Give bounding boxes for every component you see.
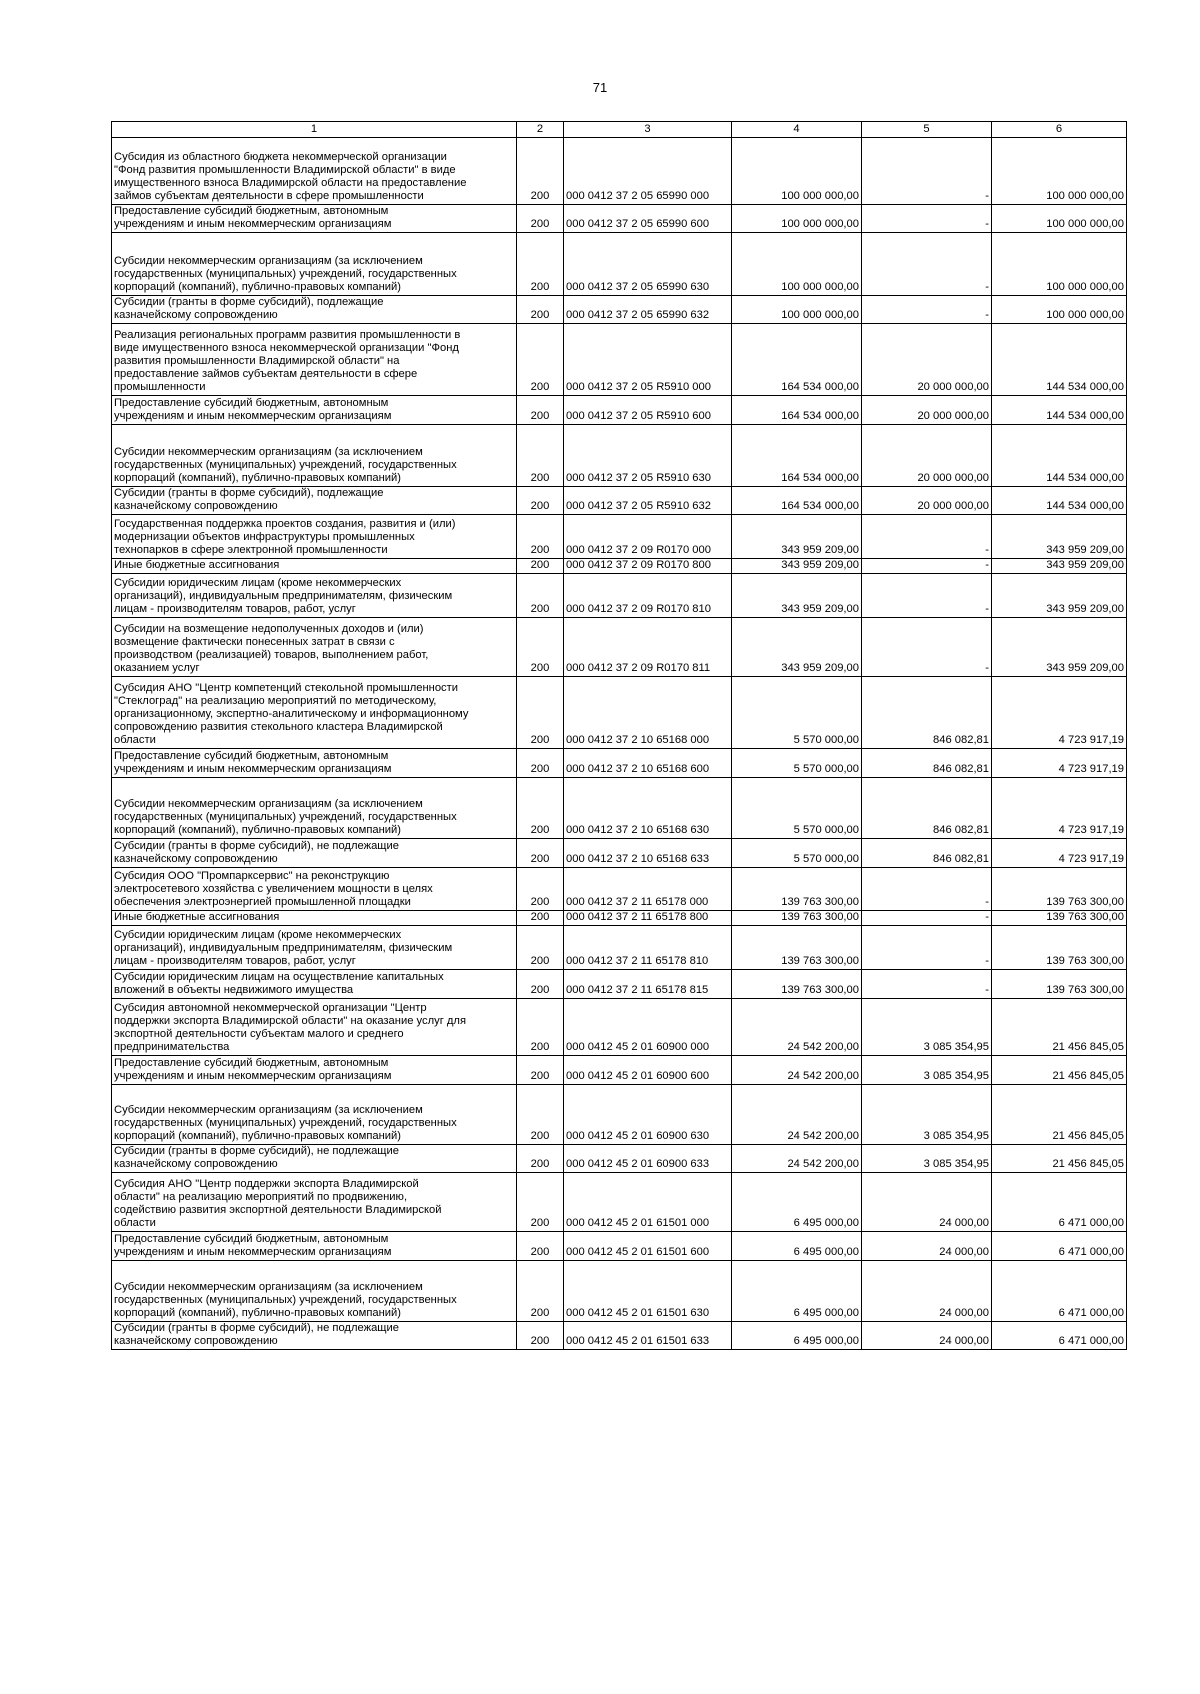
- row-description: Государственная поддержка проектов создания, развития и (или) модернизации объектов инфраструктуры промышленных технопарков в сфере электронной промышленности: [112, 515, 517, 559]
- row-classification-code: 000 0412 37 2 10 65168 633: [564, 839, 732, 868]
- row-value-col5: 24 000,00: [862, 1232, 992, 1261]
- row-value-col5: 3 085 354,95: [862, 1085, 992, 1145]
- row-description: Субсидия ООО "Промпарксервис" на реконструкцию электросетевого хозяйства с увеличением мощности в целях обеспечения электроэнергией промышленной площадки: [112, 868, 517, 911]
- row-value-col5: 24 000,00: [862, 1322, 992, 1350]
- table-row: [112, 324, 1127, 396]
- row-description: Субсидии некоммерческим организациям (за исключением государственных (муниципальных) учреждений, государственных корпораций (компаний), публично-правовых компаний): [112, 1261, 517, 1322]
- row-value-col5: 3 085 354,95: [862, 1056, 992, 1085]
- table-row: [112, 970, 1127, 999]
- row-value-col6: 343 959 209,00: [992, 574, 1127, 618]
- row-code: 200: [517, 233, 564, 296]
- row-value-col5: 846 082,81: [862, 778, 992, 839]
- row-value-col4: 24 542 200,00: [732, 1145, 862, 1173]
- row-value-col6: 21 456 845,05: [992, 999, 1127, 1056]
- table-row: [112, 425, 1127, 487]
- row-classification-code: 000 0412 45 2 01 60900 630: [564, 1085, 732, 1145]
- row-code: 200: [517, 1232, 564, 1261]
- table-row: [112, 138, 1127, 205]
- row-value-col6: 139 763 300,00: [992, 926, 1127, 970]
- row-classification-code: 000 0412 37 2 10 65168 000: [564, 677, 732, 749]
- row-value-col5: 20 000 000,00: [862, 324, 992, 396]
- row-value-col5: 3 085 354,95: [862, 1145, 992, 1173]
- row-value-col5: -: [862, 233, 992, 296]
- row-value-col5: 846 082,81: [862, 839, 992, 868]
- row-value-col4: 100 000 000,00: [732, 233, 862, 296]
- row-description: Иные бюджетные ассигнования: [112, 911, 517, 926]
- row-description: Субсидии (гранты в форме субсидий), подлежащие казначейскому сопровождению: [112, 296, 517, 324]
- row-value-col4: 100 000 000,00: [732, 138, 862, 205]
- row-code: 200: [517, 515, 564, 559]
- row-value-col4: 164 534 000,00: [732, 487, 862, 515]
- row-code: 200: [517, 324, 564, 396]
- row-value-col6: 6 471 000,00: [992, 1232, 1127, 1261]
- row-code: 200: [517, 926, 564, 970]
- row-value-col6: 144 534 000,00: [992, 396, 1127, 425]
- row-value-col5: -: [862, 970, 992, 999]
- table-row: [112, 396, 1127, 425]
- table-row: [112, 926, 1127, 970]
- row-value-col6: 4 723 917,19: [992, 778, 1127, 839]
- row-value-col4: 6 495 000,00: [732, 1173, 862, 1232]
- row-classification-code: 000 0412 45 2 01 61501 000: [564, 1173, 732, 1232]
- row-classification-code: 000 0412 37 2 09 R0170 800: [564, 559, 732, 574]
- row-code: 200: [517, 970, 564, 999]
- row-code: 200: [517, 868, 564, 911]
- row-value-col4: 139 763 300,00: [732, 911, 862, 926]
- row-value-col4: 100 000 000,00: [732, 205, 862, 233]
- row-description: Субсидия АНО "Центр поддержки экспорта Владимирской области" на реализацию мероприятий по продвижению, содействию развития экспортной деятельности Владимирской области: [112, 1173, 517, 1232]
- row-value-col5: 846 082,81: [862, 749, 992, 778]
- column-header: 1: [112, 122, 517, 138]
- table-row: [112, 778, 1127, 839]
- column-header: 2: [517, 122, 564, 138]
- row-classification-code: 000 0412 37 2 05 65990 600: [564, 205, 732, 233]
- row-classification-code: 000 0412 37 2 05 R5910 630: [564, 425, 732, 487]
- row-value-col6: 144 534 000,00: [992, 487, 1127, 515]
- row-value-col5: -: [862, 138, 992, 205]
- row-classification-code: 000 0412 45 2 01 60900 633: [564, 1145, 732, 1173]
- row-code: 200: [517, 677, 564, 749]
- row-description: Субсидии юридическим лицам (кроме некоммерческих организаций), индивидуальным предпринимателям, физическим лицам - производителям товаров, работ, услуг: [112, 574, 517, 618]
- row-description: Реализация региональных программ развития промышленности в виде имущественного взноса некоммерческой организации "Фонд развития промышленности Владимирской области" на предоставление займов субъектам деятельности в сфере промышленности: [112, 324, 517, 396]
- row-classification-code: 000 0412 37 2 05 R5910 632: [564, 487, 732, 515]
- table-body: [112, 138, 1127, 1350]
- budget-table: [111, 121, 1127, 1350]
- row-value-col6: 6 471 000,00: [992, 1173, 1127, 1232]
- row-code: 200: [517, 138, 564, 205]
- row-description: Субсидии (гранты в форме субсидий), не подлежащие казначейскому сопровождению: [112, 839, 517, 868]
- column-header: 3: [564, 122, 732, 138]
- row-value-col4: 100 000 000,00: [732, 296, 862, 324]
- column-header: 5: [862, 122, 992, 138]
- row-classification-code: 000 0412 37 2 09 R0170 000: [564, 515, 732, 559]
- row-value-col6: 4 723 917,19: [992, 749, 1127, 778]
- row-value-col4: 6 495 000,00: [732, 1232, 862, 1261]
- row-value-col4: 24 542 200,00: [732, 1085, 862, 1145]
- row-value-col6: 100 000 000,00: [992, 138, 1127, 205]
- row-code: 200: [517, 205, 564, 233]
- row-value-col5: -: [862, 911, 992, 926]
- row-classification-code: 000 0412 45 2 01 61501 633: [564, 1322, 732, 1350]
- row-classification-code: 000 0412 45 2 01 60900 000: [564, 999, 732, 1056]
- row-code: 200: [517, 1145, 564, 1173]
- row-value-col6: 6 471 000,00: [992, 1261, 1127, 1322]
- row-value-col4: 139 763 300,00: [732, 868, 862, 911]
- column-header: 4: [732, 122, 862, 138]
- row-value-col4: 5 570 000,00: [732, 677, 862, 749]
- table-row: [112, 574, 1127, 618]
- row-value-col4: 343 959 209,00: [732, 618, 862, 677]
- row-value-col4: 343 959 209,00: [732, 515, 862, 559]
- row-code: 200: [517, 425, 564, 487]
- row-value-col6: 139 763 300,00: [992, 868, 1127, 911]
- row-classification-code: 000 0412 37 2 09 R0170 811: [564, 618, 732, 677]
- row-classification-code: 000 0412 37 2 09 R0170 810: [564, 574, 732, 618]
- row-value-col4: 164 534 000,00: [732, 324, 862, 396]
- row-description: Субсидии юридическим лицам на осуществление капитальных вложений в объекты недвижимого имущества: [112, 970, 517, 999]
- row-value-col4: 5 570 000,00: [732, 778, 862, 839]
- row-description: Субсидии на возмещение недополученных доходов и (или) возмещение фактически понесенных затрат в связи с производством (реализацией) товаров, выполнением работ, оказанием услуг: [112, 618, 517, 677]
- row-value-col4: 24 542 200,00: [732, 1056, 862, 1085]
- row-value-col5: -: [862, 618, 992, 677]
- table-row: [112, 1232, 1127, 1261]
- row-value-col6: 144 534 000,00: [992, 425, 1127, 487]
- row-code: 200: [517, 296, 564, 324]
- table-row: [112, 839, 1127, 868]
- row-value-col4: 164 534 000,00: [732, 396, 862, 425]
- row-value-col4: 5 570 000,00: [732, 749, 862, 778]
- row-code: 200: [517, 1056, 564, 1085]
- row-code: 200: [517, 839, 564, 868]
- row-value-col6: 100 000 000,00: [992, 233, 1127, 296]
- row-value-col5: 3 085 354,95: [862, 999, 992, 1056]
- row-value-col5: -: [862, 574, 992, 618]
- row-classification-code: 000 0412 37 2 10 65168 630: [564, 778, 732, 839]
- row-code: 200: [517, 1261, 564, 1322]
- row-description: Иные бюджетные ассигнования: [112, 559, 517, 574]
- row-classification-code: 000 0412 37 2 11 65178 800: [564, 911, 732, 926]
- row-value-col6: 144 534 000,00: [992, 324, 1127, 396]
- row-description: Субсидия автономной некоммерческой организации "Центр поддержки экспорта Владимирской области" на оказание услуг для экспортной деятельности субъектам малого и среднего предпринимательства: [112, 999, 517, 1056]
- row-code: 200: [517, 487, 564, 515]
- row-value-col4: 6 495 000,00: [732, 1261, 862, 1322]
- row-value-col6: 139 763 300,00: [992, 970, 1127, 999]
- row-description: Субсидии (гранты в форме субсидий), не подлежащие казначейскому сопровождению: [112, 1322, 517, 1350]
- table-row: [112, 999, 1127, 1056]
- row-value-col4: 6 495 000,00: [732, 1322, 862, 1350]
- row-value-col6: 21 456 845,05: [992, 1145, 1127, 1173]
- table-row: [112, 868, 1127, 911]
- row-value-col4: 164 534 000,00: [732, 425, 862, 487]
- row-value-col5: -: [862, 868, 992, 911]
- row-description: Субсидия из областного бюджета некоммерческой организации "Фонд развития промышленности Владимирской области" в виде имущественного взноса Владимирской области на предоставление займов субъектам деятельности в сфере промышленности: [112, 138, 517, 205]
- row-value-col5: -: [862, 559, 992, 574]
- row-classification-code: 000 0412 37 2 11 65178 000: [564, 868, 732, 911]
- table-row: [112, 749, 1127, 778]
- row-code: 200: [517, 574, 564, 618]
- row-classification-code: 000 0412 37 2 10 65168 600: [564, 749, 732, 778]
- row-classification-code: 000 0412 37 2 05 65990 630: [564, 233, 732, 296]
- row-code: 200: [517, 559, 564, 574]
- row-code: 200: [517, 778, 564, 839]
- row-description: Субсидии некоммерческим организациям (за исключением государственных (муниципальных) учреждений, государственных корпораций (компаний), публично-правовых компаний): [112, 233, 517, 296]
- row-value-col6: 4 723 917,19: [992, 839, 1127, 868]
- page-number: 71: [592, 80, 608, 95]
- row-value-col5: 20 000 000,00: [862, 487, 992, 515]
- row-description: Субсидия АНО "Центр компетенций стекольной промышленности "Стеклоград" на реализацию мероприятий по методическому, организационному, экспертно-аналитическому и информационному сопровождению развития стекольного кластера Владимирской области: [112, 677, 517, 749]
- table-row: [112, 296, 1127, 324]
- table-row: [112, 1322, 1127, 1350]
- row-code: 200: [517, 911, 564, 926]
- row-value-col5: 20 000 000,00: [862, 396, 992, 425]
- row-classification-code: 000 0412 37 2 05 65990 000: [564, 138, 732, 205]
- row-description: Субсидии (гранты в форме субсидий), не подлежащие казначейскому сопровождению: [112, 1145, 517, 1173]
- table-row: [112, 1085, 1127, 1145]
- table-row: [112, 1261, 1127, 1322]
- row-classification-code: 000 0412 37 2 11 65178 810: [564, 926, 732, 970]
- row-classification-code: 000 0412 45 2 01 61501 630: [564, 1261, 732, 1322]
- row-classification-code: 000 0412 37 2 05 R5910 600: [564, 396, 732, 425]
- row-classification-code: 000 0412 37 2 05 65990 632: [564, 296, 732, 324]
- row-code: 200: [517, 749, 564, 778]
- header-row: [112, 122, 1127, 138]
- row-code: 200: [517, 396, 564, 425]
- row-description: Предоставление субсидий бюджетным, автономным учреждениям и иным некоммерческим организациям: [112, 1232, 517, 1261]
- row-value-col5: -: [862, 296, 992, 324]
- row-code: 200: [517, 1085, 564, 1145]
- row-classification-code: 000 0412 37 2 11 65178 815: [564, 970, 732, 999]
- row-value-col4: 343 959 209,00: [732, 574, 862, 618]
- row-value-col6: 139 763 300,00: [992, 911, 1127, 926]
- row-value-col5: -: [862, 926, 992, 970]
- row-description: Субсидии юридическим лицам (кроме некоммерческих организаций), индивидуальным предпринимателям, физическим лицам - производителям товаров, работ, услуг: [112, 926, 517, 970]
- row-description: Предоставление субсидий бюджетным, автономным учреждениям и иным некоммерческим организациям: [112, 749, 517, 778]
- row-classification-code: 000 0412 45 2 01 60900 600: [564, 1056, 732, 1085]
- table-row: [112, 487, 1127, 515]
- column-header: 6: [992, 122, 1127, 138]
- row-value-col6: 21 456 845,05: [992, 1085, 1127, 1145]
- table-row: [112, 618, 1127, 677]
- row-code: 200: [517, 618, 564, 677]
- row-value-col6: 4 723 917,19: [992, 677, 1127, 749]
- row-description: Предоставление субсидий бюджетным, автономным учреждениям и иным некоммерческим организациям: [112, 396, 517, 425]
- row-value-col5: -: [862, 515, 992, 559]
- row-value-col6: 100 000 000,00: [992, 296, 1127, 324]
- table-row: [112, 233, 1127, 296]
- row-description: Субсидии некоммерческим организациям (за исключением государственных (муниципальных) учреждений, государственных корпораций (компаний), публично-правовых компаний): [112, 778, 517, 839]
- row-code: 200: [517, 999, 564, 1056]
- row-description: Предоставление субсидий бюджетным, автономным учреждениям и иным некоммерческим организациям: [112, 205, 517, 233]
- row-value-col6: 343 959 209,00: [992, 618, 1127, 677]
- table-row: [112, 205, 1127, 233]
- row-value-col6: 343 959 209,00: [992, 559, 1127, 574]
- row-value-col5: 24 000,00: [862, 1261, 992, 1322]
- row-value-col6: 21 456 845,05: [992, 1056, 1127, 1085]
- row-value-col5: 20 000 000,00: [862, 425, 992, 487]
- row-value-col4: 343 959 209,00: [732, 559, 862, 574]
- row-value-col4: 5 570 000,00: [732, 839, 862, 868]
- row-value-col4: 139 763 300,00: [732, 926, 862, 970]
- row-classification-code: 000 0412 37 2 05 R5910 000: [564, 324, 732, 396]
- table-row: [112, 559, 1127, 574]
- row-value-col4: 24 542 200,00: [732, 999, 862, 1056]
- table-row: [112, 515, 1127, 559]
- row-code: 200: [517, 1322, 564, 1350]
- row-description: Субсидии (гранты в форме субсидий), подлежащие казначейскому сопровождению: [112, 487, 517, 515]
- table-row: [112, 911, 1127, 926]
- row-value-col5: 846 082,81: [862, 677, 992, 749]
- row-value-col5: -: [862, 205, 992, 233]
- row-classification-code: 000 0412 45 2 01 61501 600: [564, 1232, 732, 1261]
- row-description: Субсидии некоммерческим организациям (за исключением государственных (муниципальных) учреждений, государственных корпораций (компаний), публично-правовых компаний): [112, 1085, 517, 1145]
- row-value-col6: 100 000 000,00: [992, 205, 1127, 233]
- row-description: Субсидии некоммерческим организациям (за исключением государственных (муниципальных) учреждений, государственных корпораций (компаний), публично-правовых компаний): [112, 425, 517, 487]
- row-value-col6: 343 959 209,00: [992, 515, 1127, 559]
- row-value-col6: 6 471 000,00: [992, 1322, 1127, 1350]
- row-value-col5: 24 000,00: [862, 1173, 992, 1232]
- row-code: 200: [517, 1173, 564, 1232]
- row-description: Предоставление субсидий бюджетным, автономным учреждениям и иным некоммерческим организациям: [112, 1056, 517, 1085]
- table-row: [112, 1173, 1127, 1232]
- table-row: [112, 1056, 1127, 1085]
- table-row: [112, 677, 1127, 749]
- row-value-col4: 139 763 300,00: [732, 970, 862, 999]
- table-row: [112, 1145, 1127, 1173]
